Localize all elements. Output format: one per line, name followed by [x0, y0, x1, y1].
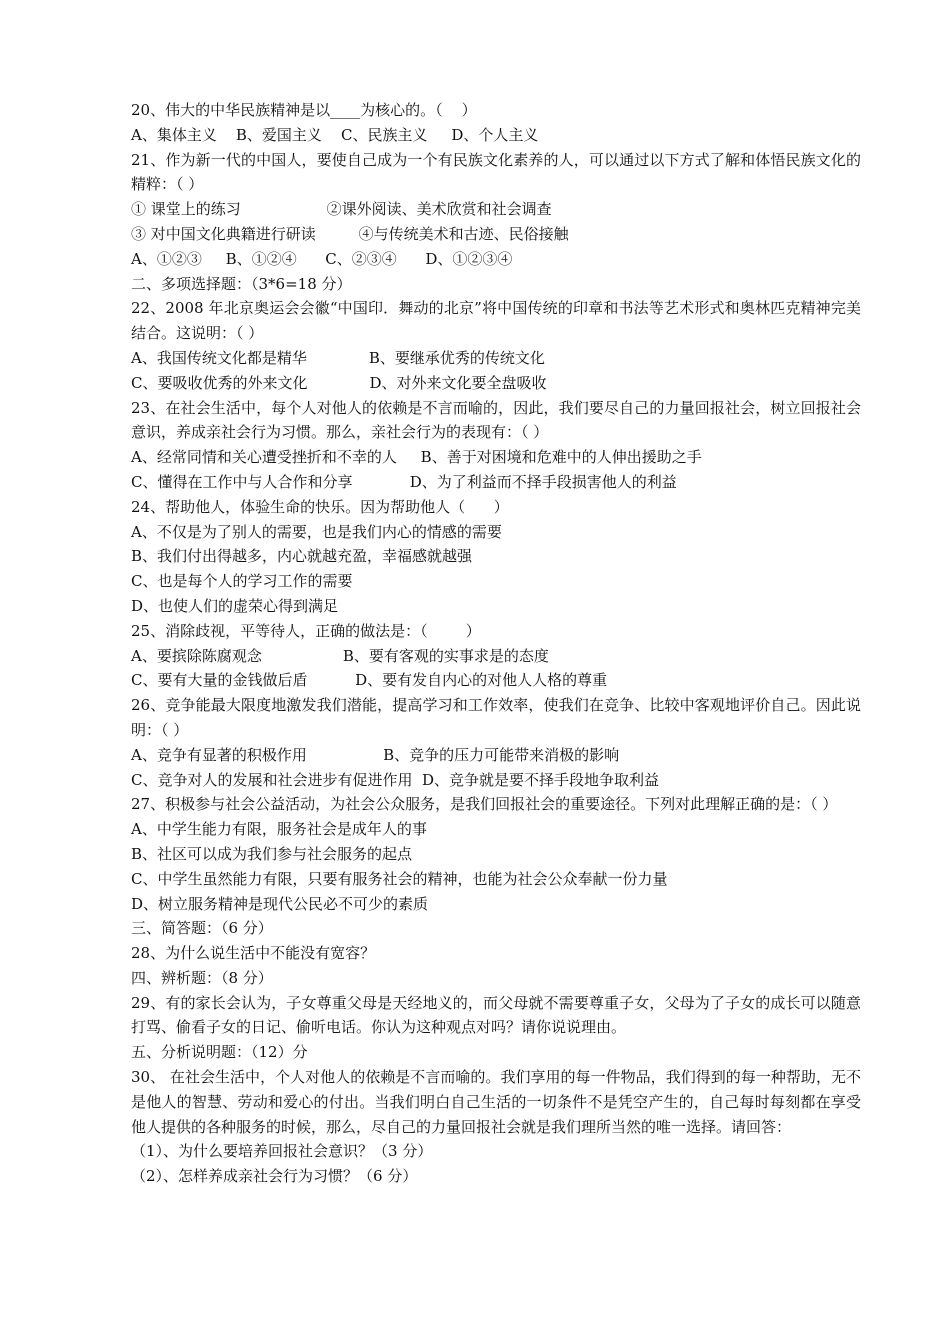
options-22-cd: C、要吸收优秀的外来文化 D、对外来文化要全盘吸收	[131, 373, 547, 392]
question-23: 23、在社会生活中，每个人对他人的依赖是不言而喻的，因此，我们要尽自己的力量回报社会，树立回报社会意识，养成亲社会行为习惯。那么，亲社会行为的表现有：（ ）	[131, 398, 861, 442]
options-21: A、①②③ B、①②④ C、②③④ D、①②③④	[131, 249, 513, 268]
option-24-a: A、不仅是为了别人的需要，也是我们内心的情感的需要	[131, 522, 502, 541]
option-24-b: B、我们付出得越多，内心就越充盈，幸福感就越强	[131, 547, 473, 566]
options-25-ab: A、要摈除陈腐观念 B、要有客观的实事求是的态度	[131, 646, 549, 665]
question-28: 28、为什么说生活中不能没有宽容？	[131, 944, 376, 963]
options-26-ab: A、竞争有显著的积极作用 B、竞争的压力可能带来消极的影响	[131, 745, 620, 764]
options-26-cd: C、竞争对人的发展和社会进步有促进作用 D、竞争就是要不择手段地争取利益	[131, 770, 660, 789]
sub-question-30-1: （1）、为什么要培养回报社会意识？（3 分）	[131, 1142, 433, 1161]
question-21: 21、作为新一代的中国人，要使自己成为一个有民族文化素养的人，可以通过以下方式了解和体悟民族文化的精粹：（ ）	[131, 150, 861, 194]
sub-question-30-2: （2）、怎样养成亲社会行为习惯？（6 分）	[131, 1167, 418, 1186]
section-heading-discrimination: 四、辨析题：（8 分）	[131, 968, 273, 987]
section-heading-analysis: 五、分析说明题：（12）分	[131, 1043, 308, 1062]
question-22: 22、2008 年北京奥运会会徽“中国印．舞动的北京”将中国传统的印章和书法等艺术形式和奥林匹克精神完美结合。这说明：（ ）	[131, 299, 861, 343]
option-27-d: D、树立服务精神是现代公民必不可少的素质	[131, 894, 429, 913]
question-20: 20、伟大的中华民族精神是以____为核心的。（ ）	[131, 101, 477, 119]
question-29: 29、有的家长会认为，子女尊重父母是天经地义的，而父母就不需要尊重子女，父母为了子女的成长可以随意打骂、偷看子女的日记、偷听电话。你认为这种观点对吗？请你说说理由。	[131, 993, 861, 1037]
options-20: A、集体主义 B、爱国主义 C、民族主义 D、个人主义	[131, 125, 539, 144]
section-heading-multiple-choice: 二、多项选择题：（3*6=18 分）	[131, 274, 352, 293]
question-30: 30、 在社会生活中，个人对他人的依赖是不言而喻的。我们享用的每一件物品，我们得到的每一种帮助，无不是他人的智慧、劳动和爱心的付出。当我们明白自己生活的一切条件不是凭空产生的，自己每时每刻都在享受他人提供的各种服务的时候，那么，尽自己的力量回报社会就是我们理所当然的唯一选择。请回答：	[131, 1068, 861, 1136]
question-26: 26、竞争能最大限度地激发我们潜能，提高学习和工作效率，使我们在竞争、比较中客观地评价自己。因此说明：（ ）	[131, 696, 861, 739]
options-23-ab: A、经常同情和关心遭受挫折和不幸的人 B、善于对困境和危难中的人伸出援助之手	[131, 448, 702, 467]
options-25-cd: C、要有大量的金钱做后盾 D、要有发自内心的对他人人格的尊重	[131, 671, 608, 690]
question-27: 27、积极参与社会公益活动，为社会公众服务，是我们回报社会的重要途径。下列对此理解正确的是：（ ）	[131, 795, 838, 814]
option-24-c: C、也是每个人的学习工作的需要	[131, 572, 353, 591]
option-27-a: A、中学生能力有限，服务社会是成年人的事	[131, 820, 427, 839]
question-25: 25、消除歧视，平等待人，正确的做法是：（ ）	[131, 621, 481, 640]
options-22-ab: A、我国传统文化都是精华 B、要继承优秀的传统文化	[131, 348, 545, 367]
option-27-b: B、社区可以成为我们参与社会服务的起点	[131, 844, 413, 863]
option-27-c: C、中学生虽然能力有限，只要有服务社会的精神，也能为社会公众奉献一份力量	[131, 869, 668, 888]
options-23-cd: C、懂得在工作中与人合作和分享 D、为了利益而不择手段损害他人的利益	[131, 472, 677, 491]
statements-21-b: ③ 对中国文化典籍进行研读 ④与传统美术和古迹、民俗接触	[131, 224, 569, 243]
section-heading-short-answer: 三、简答题：（6 分）	[131, 919, 273, 938]
document-page	[131, 98, 861, 1189]
question-24: 24、帮助他人，体验生命的快乐。因为帮助他人（ ）	[131, 497, 509, 516]
option-24-d: D、也使人们的虚荣心得到满足	[131, 596, 339, 615]
statements-21-a: ① 课堂上的练习 ②课外阅读、美术欣赏和社会调查	[131, 200, 552, 219]
